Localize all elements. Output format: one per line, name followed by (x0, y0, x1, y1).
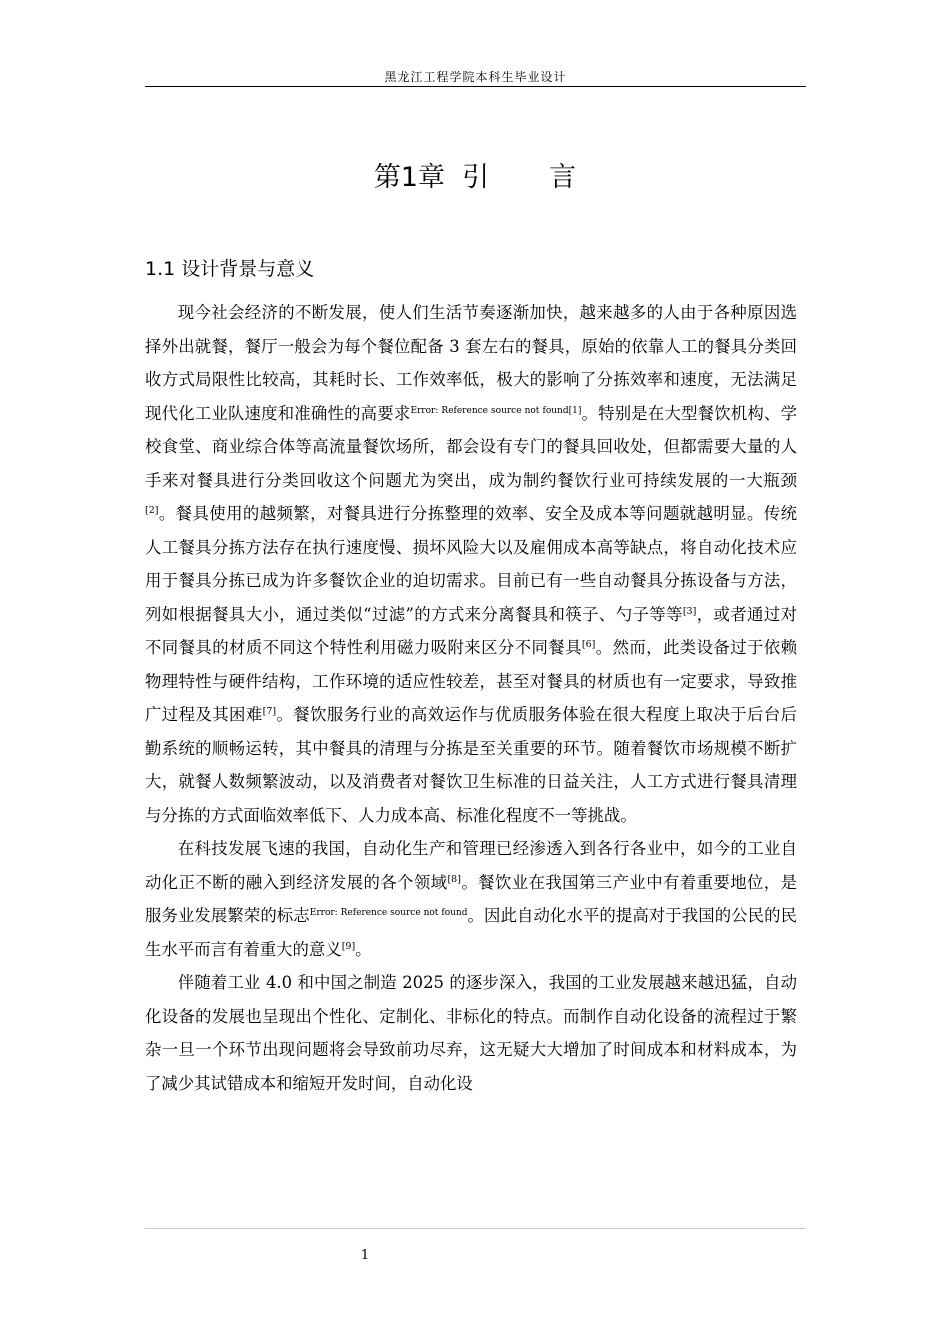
paragraph-text: 现今社会经济的不断发展，使人们生活节奏逐渐加快，越来越多的人由于各种原因选择外出就餐，餐厅一般会为每个餐位配备 3 套左右的餐具，原始的依靠人工的餐具分类回收方式局限性比较高，其耗时长、工作效率低，极大的影响了分拣效率和速度，无法满足现代化工业队速度和准确性的高要求 (145, 303, 797, 423)
paragraph-text: 。餐具使用的越频繁，对餐具进行分拣整理的效率、安全及成本等问题就越明显。传统人工餐具分拣方法存在执行速度慢、损坏风险大以及雇佣成本高等缺点，将自动化技术应用于餐具分拣已成为许多餐饮企业的迫切需求。目前已有一些自动餐具分拣设备与方法，列如根据餐具大小，通过类似“过滤”的方式来分离餐具和筷子、勺子等等 (145, 504, 797, 624)
paragraph-text: 。 (355, 939, 372, 959)
citation-3: [3] (682, 605, 697, 617)
reference-error-citation: Error: Reference source not found[1] (410, 405, 582, 416)
chapter-number: 第1章 (373, 162, 445, 193)
citation-7: [7] (262, 706, 277, 717)
section-title: 1.1 设计背景与意义 (145, 258, 315, 280)
paragraph-2 (145, 832, 797, 966)
paragraph-text: 。餐饮业在我国第三产业中有着重要地位，是服务业发展繁荣的标志 (145, 872, 798, 925)
citation-9: [9] (341, 940, 356, 952)
chapter-title-part2: 言 (549, 162, 577, 193)
footer-rule (145, 1228, 806, 1229)
chapter-title-part1: 引 (462, 162, 490, 193)
body-text (145, 296, 797, 1100)
header-rule (145, 86, 806, 87)
reference-error-citation: Error: Reference source not found (309, 908, 468, 918)
chapter-title (0, 155, 950, 194)
paragraph-text: 。因此自动化水平的提高对于我国的公民的民生水平而言有着重大的意义 (145, 906, 797, 959)
running-header: 黑龙江工程学院本科生毕业设计 (384, 70, 567, 84)
paragraph-text: 在科技发展飞速的我国，自动化生产和管理已经渗透入到各行各业中，如今的工业自动化正不断的融入到经济发展的各个领域 (145, 839, 797, 892)
citation-2: [2] (145, 505, 159, 516)
citation-8: [8] (447, 873, 461, 885)
paragraph-text: 伴随着工业 4.0 和中国之制造 2025 的逐步深入，我国的工业发展越来越迅猛，自动化设备的发展也呈现出个性化、定制化、非标化的特点。而制作自动化设备的流程过于繁杂一旦一个环节出现问题将会导致前功尽弃，这无疑大大增加了时间成本和材料成本，为了减少其试错成本和缩短开发时间，自动化设 (145, 973, 797, 1093)
citation-6: [6] (581, 639, 596, 650)
paragraph-text: 。特别是在大型餐饮机构、学校食堂、商业综合体等高流量餐饮场所，都会设有专门的餐具回收处，但都需要大量的人手来对餐具进行分类回收这个问题尤为突出，成为制约餐饮行业可持续发展的一大瓶颈 (145, 403, 798, 490)
paragraph-3 (145, 966, 797, 1100)
page-number: 1 (360, 1248, 370, 1263)
paragraph-1 (145, 296, 797, 832)
paragraph-text: ，或者通过对不同餐具的材质不同这个特性利用磁力吸附来区分不同餐具 (145, 604, 797, 657)
paragraph-text: 。然而，此类设备过于依赖物理特性与硬件结构，工作环境的适应性较差，甚至对餐具的材质也有一定要求，导致推广过程及其困难 (145, 638, 798, 724)
paragraph-text: 。餐饮服务行业的高效运作与优质服务体验在很大程度上取决于后台后勤系统的顺畅运转，其中餐具的清理与分拣是至关重要的环节。随着餐饮市场规模不断扩大，就餐人数频繁波动，以及消费者对餐饮卫生标准的日益关注，人工方式进行餐具清理与分拣的方式面临效率低下、人力成本高、标准化程度不一等挑战。 (145, 705, 797, 825)
